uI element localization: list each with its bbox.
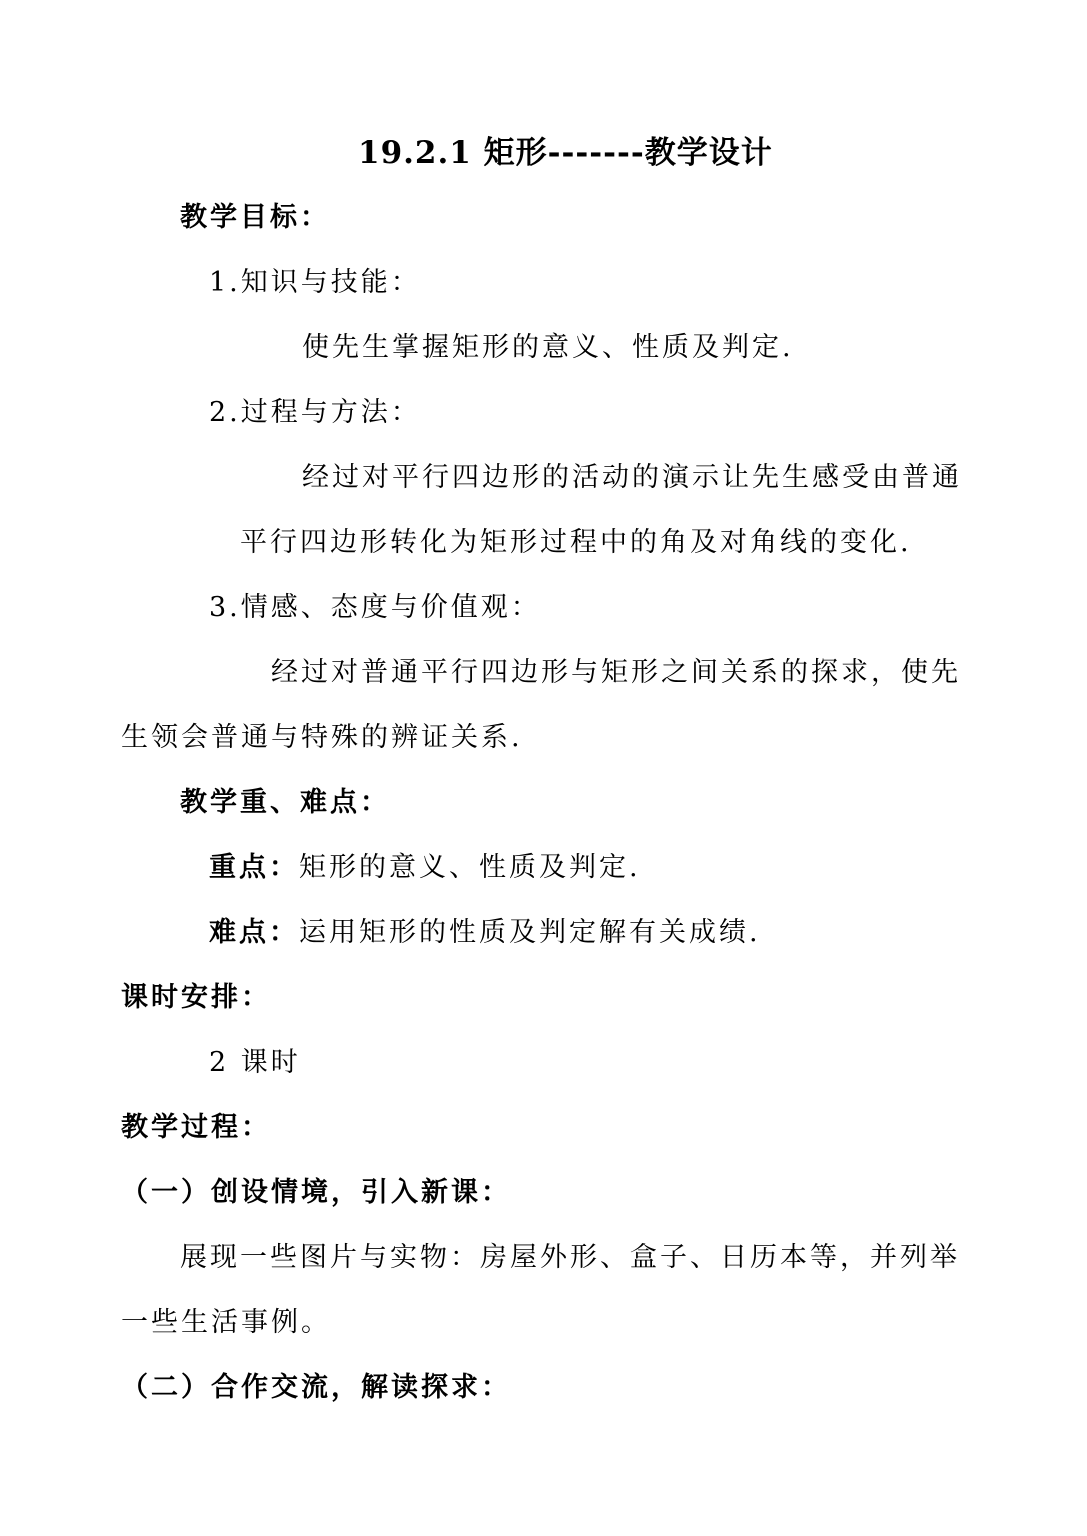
document-title: 19.2.1 矩形-------教学设计 [358,135,773,171]
process-section-1-text-line2: 一些生活事例。 [121,1307,331,1338]
objective-3-text-line1: 经过对普通平行四边形与矩形之间关系的探求，使先 [271,657,961,688]
objective-2-text-line1: 经过对平行四边形的活动的演示让先生感受由普通 [302,462,962,493]
difficult-point-label: 难点： [209,917,299,948]
objective-1-title: 1.知识与技能： [209,267,421,298]
process-heading: 教学过程： [121,1112,271,1143]
objective-2-text-line2: 平行四边形转化为矩形过程中的角及对角线的变化. [240,527,912,558]
difficult-point-text: 运用矩形的性质及判定解有关成绩. [299,917,761,948]
objectives-heading: 教学目标： [180,202,330,233]
schedule-text: 2 课时 [209,1047,301,1078]
key-point-text: 矩形的意义、性质及判定. [299,852,641,883]
process-section-2-heading: （二）合作交流，解读探求： [121,1372,511,1403]
objective-3-title: 3.情感、态度与价值观： [209,592,541,623]
schedule-heading: 课时安排： [121,982,271,1013]
key-point-label: 重点： [209,852,299,883]
objective-2-title: 2.过程与方法： [209,397,421,428]
key-point-row [209,851,641,885]
difficult-point-row [209,916,761,950]
process-section-1-text-line1: 展现一些图片与实物：房屋外形、盒子、日历本等，并列举 [180,1242,960,1273]
process-section-1-heading: （一）创设情境，引入新课： [121,1177,511,1208]
key-points-heading: 教学重、难点： [180,787,390,818]
objective-1-text: 使先生掌握矩形的意义、性质及判定. [302,332,794,363]
objective-3-text-line2: 生领会普通与特殊的辨证关系. [121,722,523,753]
